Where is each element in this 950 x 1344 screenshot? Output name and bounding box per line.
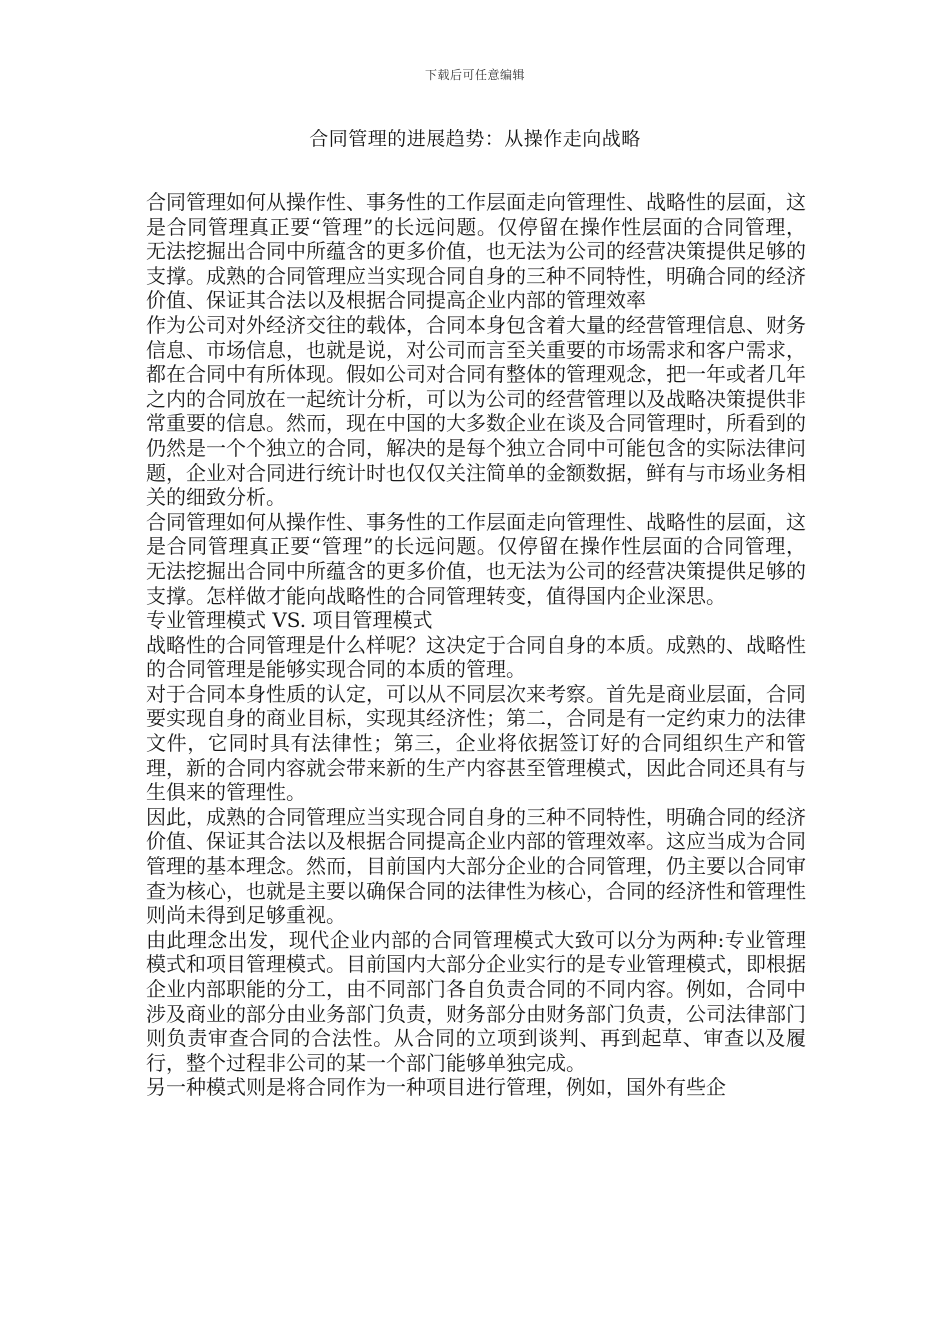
paragraph: 作为公司对外经济交往的载体，合同本身包含着大量的经营管理信息、财务信息、市场信息，也就是说，对公司而言至关重要的市场需求和客户需求，都在合同中有所体现。假如公司对合同有整体的管理观念，把一年或者几年之内的合同放在一起统计分析，可以为公司的经营管理以及战略决策提供非常重要的信息。然而，现在中国的大多数企业在谈及合同管理时，所看到的仍然是一个个独立的合同，解决的是每个独立合同中可能包含的实际法律问题，企业对合同进行统计时也仅仅关注简单的金额数据，鲜有与市场业务相关的细致分析。	[146, 312, 806, 510]
paragraph: 战略性的合同管理是什么样呢？这决定于合同自身的本质。成熟的、战略性的合同管理是能够实现合同的本质的管理。	[146, 632, 806, 682]
paragraph: 另一种模式则是将合同作为一种项目进行管理，例如，国外有些企	[146, 1075, 726, 1100]
document-body	[146, 190, 806, 1100]
paragraph: 因此，成熟的合同管理应当实现合同自身的三种不同特性，明确合同的经济价值、保证其合法以及根据合同提高企业内部的管理效率。这应当成为合同管理的基本理念。然而，目前国内大部分企业的合同管理，仍主要以合同审查为核心，也就是主要以确保合同的法律性为核心，合同的经济性和管理性则尚未得到足够重视。	[146, 804, 806, 928]
paragraph: 对于合同本身性质的认定，可以从不同层次来考察。首先是商业层面，合同要实现自身的商业目标，实现其经济性；第二，合同是有一定约束力的法律文件，它同时具有法律性；第三，企业将依据签订好的合同组织生产和管理，新的合同内容就会带来新的生产内容甚至管理模式，因此合同还具有与生俱来的管理性。	[146, 681, 806, 805]
paragraph: 由此理念出发，现代企业内部的合同管理模式大致可以分为两种:专业管理模式和项目管理模式。目前国内大部分企业实行的是专业管理模式，即根据企业内部职能的分工，由不同部门各自负责合同的不同内容。例如，合同中涉及商业的部分由业务部门负责，财务部分由财务部门负责，公司法律部门则负责审查合同的合法性。从合同的立项到谈判、再到起草、审查以及履行，整个过程非公司的某一个部门能够单独完成。	[146, 927, 806, 1075]
paragraph: 合同管理如何从操作性、事务性的工作层面走向管理性、战略性的层面，这是合同管理真正要“管理”的长远问题。仅停留在操作性层面的合同管理，无法挖掘出合同中所蕴含的更多价值，也无法为公司的经营决策提供足够的支撑。怎样做才能向战略性的合同管理转变，值得国内企业深思。	[146, 509, 806, 608]
document-title: 合同管理的进展趋势：从操作走向战略	[309, 128, 641, 150]
header-note: 下载后可任意编辑	[424, 68, 525, 82]
section-heading: 专业管理模式 VS. 项目管理模式	[146, 608, 433, 633]
paragraph: 合同管理如何从操作性、事务性的工作层面走向管理性、战略性的层面，这是合同管理真正要“管理”的长远问题。仅停留在操作性层面的合同管理，无法挖掘出合同中所蕴含的更多价值，也无法为公司的经营决策提供足够的支撑。成熟的合同管理应当实现合同自身的三种不同特性，明确合同的经济价值、保证其合法以及根据合同提高企业内部的管理效率	[146, 190, 806, 313]
